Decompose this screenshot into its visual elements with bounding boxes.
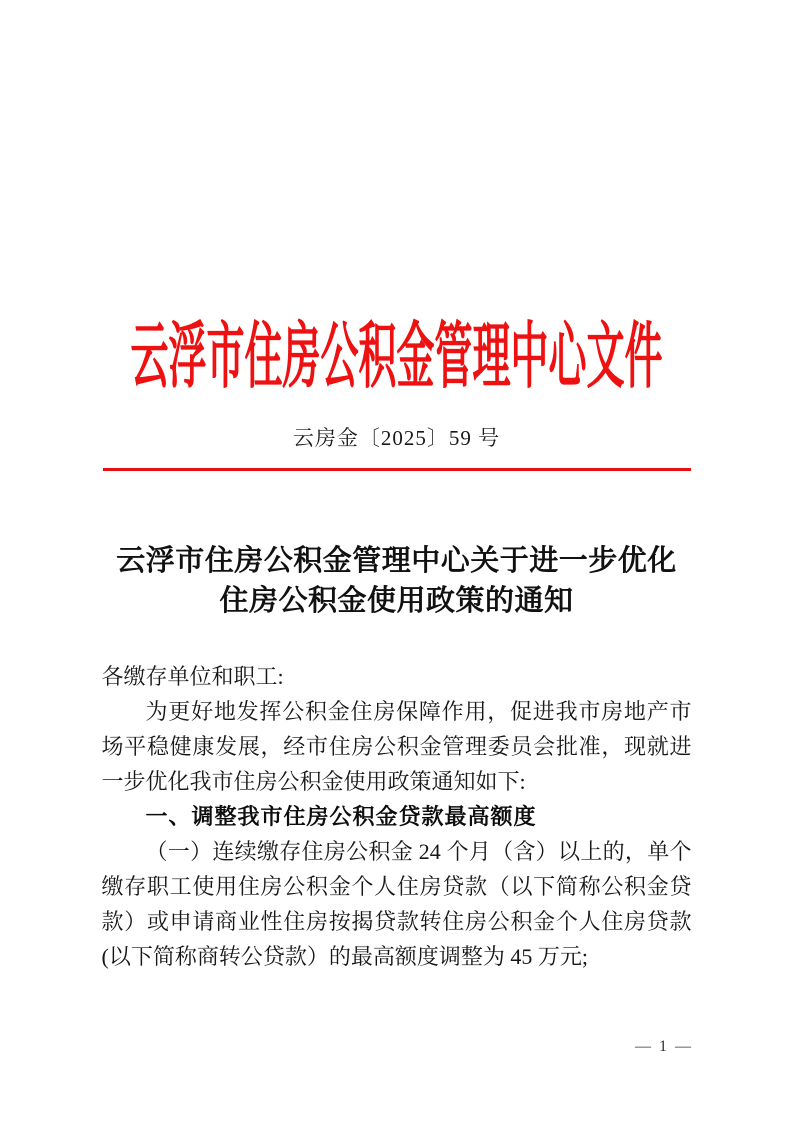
intro-paragraph: 为更好地发挥公积金住房保障作用，促进我市房地产市场平稳健康发展，经市住房公积金管理委员会批准，现就进一步优化我市住房公积金使用政策通知如下: xyxy=(101,699,692,795)
clause-paragraph-1: （一）连续缴存住房公积金 24 个月（含）以上的，单个缴存职工使用住房公积金个人住房贷款（以下简称公积金贷款）或申请商业性住房按揭贷款转住房公积金个人住房贷款(以下简称商转公贷款）的最高额度调整为 45 万元; xyxy=(101,839,692,970)
agency-header-title: 云浮市住房公积金管理中心文件 xyxy=(130,318,663,398)
section-heading-1: 一、调整我市住房公积金贷款最高额度 xyxy=(145,804,537,830)
notice-title-line1: 云浮市住房公积金管理中心关于进一步优化 xyxy=(116,545,677,578)
document-main xyxy=(0,541,793,974)
letterhead xyxy=(0,0,793,471)
notice-title-line2: 住房公积金使用政策的通知 xyxy=(219,585,574,618)
document-body xyxy=(102,659,692,974)
agency-title-wrap xyxy=(0,312,793,404)
page-number: — 1 — xyxy=(635,1038,693,1055)
document-number: 云房金〔2025〕59 号 xyxy=(292,426,501,450)
red-divider-line xyxy=(103,468,691,471)
notice-title xyxy=(0,541,793,621)
salutation-line: 各缴存单位和职工: xyxy=(101,664,284,690)
